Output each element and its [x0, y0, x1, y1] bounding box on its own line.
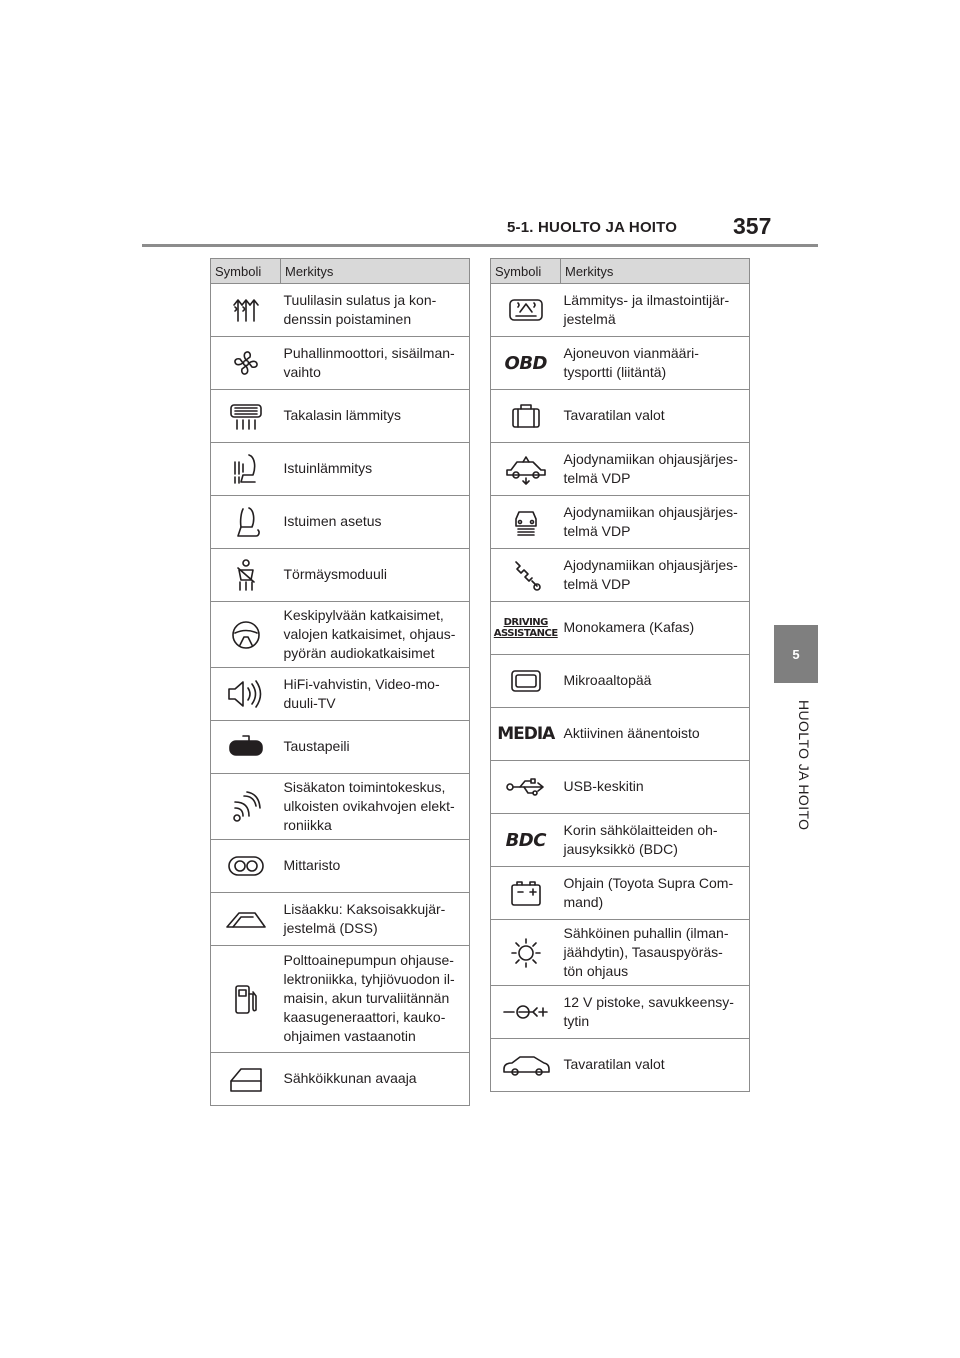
table-row — [211, 1053, 470, 1106]
defrost-icon — [229, 295, 263, 325]
meaning-cell: Istuimen asetus — [281, 496, 470, 549]
table-row — [211, 390, 470, 443]
meaning-cell: Sähköikkunan avaaja — [281, 1053, 470, 1106]
meaning-cell: Aktiivinen äänentoisto — [561, 708, 750, 761]
table-row — [491, 708, 750, 761]
symbol-table-right — [490, 258, 750, 1092]
driving-assistance-icon: DRIVING ASSISTANCE — [493, 617, 558, 639]
meaning-cell: Sähköinen puhallin (ilman- jäähdytin), Tasauspyöräs- tön ohjaus — [561, 920, 750, 986]
car-front-icon — [510, 505, 542, 539]
table-row — [211, 602, 470, 668]
meaning-cell: USB-keskitin — [561, 761, 750, 814]
symbol-table-left — [210, 258, 470, 1106]
seat-heater-icon — [229, 452, 263, 486]
meaning-cell: Ajodynamiikan ohjausjärjes- telmä VDP — [561, 496, 750, 549]
fuel-pump-icon — [231, 982, 261, 1016]
meaning-cell: Tavaratilan valot — [561, 390, 750, 443]
meaning-cell: Tavaratilan valot — [561, 1039, 750, 1092]
symbol-cell — [491, 496, 561, 549]
rearview-mirror-icon — [226, 732, 266, 762]
meaning-cell: Korin sähkölaitteiden oh- jausyksikkö (BDC) — [561, 814, 750, 867]
table-header-row — [211, 259, 470, 284]
meaning-cell: Keskipylvään katkaisimet, valojen katkaisimet, ohjaus- pyörän audiokatkaisimet — [281, 602, 470, 668]
steering-wheel-icon — [230, 619, 262, 651]
cooling-fan-icon — [509, 936, 543, 970]
symbol-cell — [491, 390, 561, 443]
instrument-cluster-icon — [226, 853, 266, 879]
table-row — [211, 443, 470, 496]
table-row — [491, 867, 750, 920]
symbol-cell — [491, 986, 561, 1039]
meaning-cell: 12 V pistoke, savukkeensy- tytin — [561, 986, 750, 1039]
table-row — [491, 496, 750, 549]
symbol-cell — [491, 867, 561, 920]
symbol-cell — [211, 496, 281, 549]
symbol-cell — [211, 946, 281, 1053]
table-row — [211, 840, 470, 893]
table-row — [211, 721, 470, 774]
car-side-icon — [501, 1051, 551, 1079]
meaning-cell: Mittaristo — [281, 840, 470, 893]
table-row — [211, 893, 470, 946]
meaning-cell: Lisäakku: Kaksoisakkujär- jestelmä (DSS) — [281, 893, 470, 946]
table-row — [491, 920, 750, 986]
symbol-cell — [211, 668, 281, 721]
symbol-cell — [211, 549, 281, 602]
symbol-cell — [211, 774, 281, 840]
symbol-cell — [211, 337, 281, 390]
table-row — [491, 443, 750, 496]
symbol-cell — [211, 602, 281, 668]
symbol-cell — [491, 708, 561, 761]
table-row — [491, 986, 750, 1039]
meaning-cell: Taustapeili — [281, 721, 470, 774]
climate-control-icon — [506, 295, 546, 325]
usb-icon — [504, 775, 548, 799]
symbol-cell — [491, 655, 561, 708]
table-row — [491, 284, 750, 337]
socket-icon — [501, 1000, 551, 1024]
table-row — [211, 668, 470, 721]
symbol-cell — [491, 1039, 561, 1092]
dual-battery-icon — [225, 907, 267, 931]
symbol-cell — [491, 814, 561, 867]
fan-icon — [230, 347, 262, 379]
symbol-cell — [211, 893, 281, 946]
table-row — [211, 774, 470, 840]
meaning-cell: Monokamera (Kafas) — [561, 602, 750, 655]
table-header-row — [491, 259, 750, 284]
chapter-tab-number: 5 — [774, 625, 818, 683]
airbag-icon — [231, 558, 261, 592]
table-row — [491, 814, 750, 867]
media-icon: MEDIA — [497, 723, 555, 744]
table-row — [491, 1039, 750, 1092]
meaning-cell: HiFi-vahvistin, Video-mo- duuli-TV — [281, 668, 470, 721]
symbol-cell — [491, 337, 561, 390]
car-suspension-icon — [504, 453, 548, 485]
header-divider — [142, 244, 818, 247]
meaning-cell: Sisäkaton toimintokeskus, ulkoisten ovikahvojen elekt- roniikka — [281, 774, 470, 840]
symbol-cell — [491, 284, 561, 337]
section-title: 5-1. HUOLTO JA HOITO — [507, 219, 678, 236]
bdc-icon: BDC — [505, 829, 546, 851]
col-header-meaning: Merkitys — [281, 259, 470, 284]
table-row — [491, 337, 750, 390]
meaning-cell: Ohjain (Toyota Supra Com- mand) — [561, 867, 750, 920]
meaning-cell: Ajodynamiikan ohjausjärjes- telmä VDP — [561, 549, 750, 602]
table-row — [211, 496, 470, 549]
symbol-cell — [491, 549, 561, 602]
table-row — [211, 946, 470, 1053]
meaning-cell: Puhallinmoottori, sisäilman- vaihto — [281, 337, 470, 390]
table-row — [491, 655, 750, 708]
meaning-cell: Tuulilasin sulatus ja kon- denssin poistaminen — [281, 284, 470, 337]
microwave-icon — [508, 667, 544, 695]
meaning-cell: Takalasin lämmitys — [281, 390, 470, 443]
chapter-tab-label: HUOLTO JA HOITO — [796, 700, 812, 831]
symbol-cell — [211, 443, 281, 496]
table-row — [491, 390, 750, 443]
symbol-cell — [211, 390, 281, 443]
col-header-meaning: Merkitys — [561, 259, 750, 284]
symbol-cell — [211, 721, 281, 774]
symbol-cell — [211, 840, 281, 893]
col-header-symbol: Symboli — [491, 259, 561, 284]
remote-signal-icon — [231, 790, 261, 824]
symbol-cell — [491, 443, 561, 496]
speaker-icon — [226, 678, 266, 710]
battery-icon — [508, 878, 544, 908]
meaning-cell: Istuinlämmitys — [281, 443, 470, 496]
meaning-cell: Lämmitys- ja ilmastointijär- jestelmä — [561, 284, 750, 337]
table-row — [491, 602, 750, 655]
obd-icon: OBD — [504, 352, 547, 374]
symbol-cell — [491, 602, 561, 655]
seat-adjust-icon — [231, 505, 261, 539]
luggage-icon — [509, 401, 543, 431]
meaning-cell: Ajoneuvon vianmääri- tysportti (liitäntä) — [561, 337, 750, 390]
meaning-cell: Ajodynamiikan ohjausjärjes- telmä VDP — [561, 443, 750, 496]
table-row — [211, 549, 470, 602]
table-row — [491, 761, 750, 814]
col-header-symbol: Symboli — [211, 259, 281, 284]
table-row — [491, 549, 750, 602]
meaning-cell: Polttoainepumpun ohjause- lektroniikka, tyhjiövuodon il- maisin, akun turvaliitännän kaasugeneraattori, kauko- ohjaimen vastaanotin — [281, 946, 470, 1053]
window-icon — [228, 1064, 264, 1094]
shock-absorber-icon — [510, 558, 542, 592]
meaning-cell: Mikroaaltopää — [561, 655, 750, 708]
symbol-cell — [491, 920, 561, 986]
symbol-cell — [211, 1053, 281, 1106]
page-number: 357 — [733, 213, 772, 239]
rear-window-heater-icon — [228, 401, 264, 431]
symbol-cell — [211, 284, 281, 337]
meaning-cell: Törmäysmoduuli — [281, 549, 470, 602]
table-row — [211, 337, 470, 390]
symbol-cell — [491, 761, 561, 814]
table-row — [211, 284, 470, 337]
